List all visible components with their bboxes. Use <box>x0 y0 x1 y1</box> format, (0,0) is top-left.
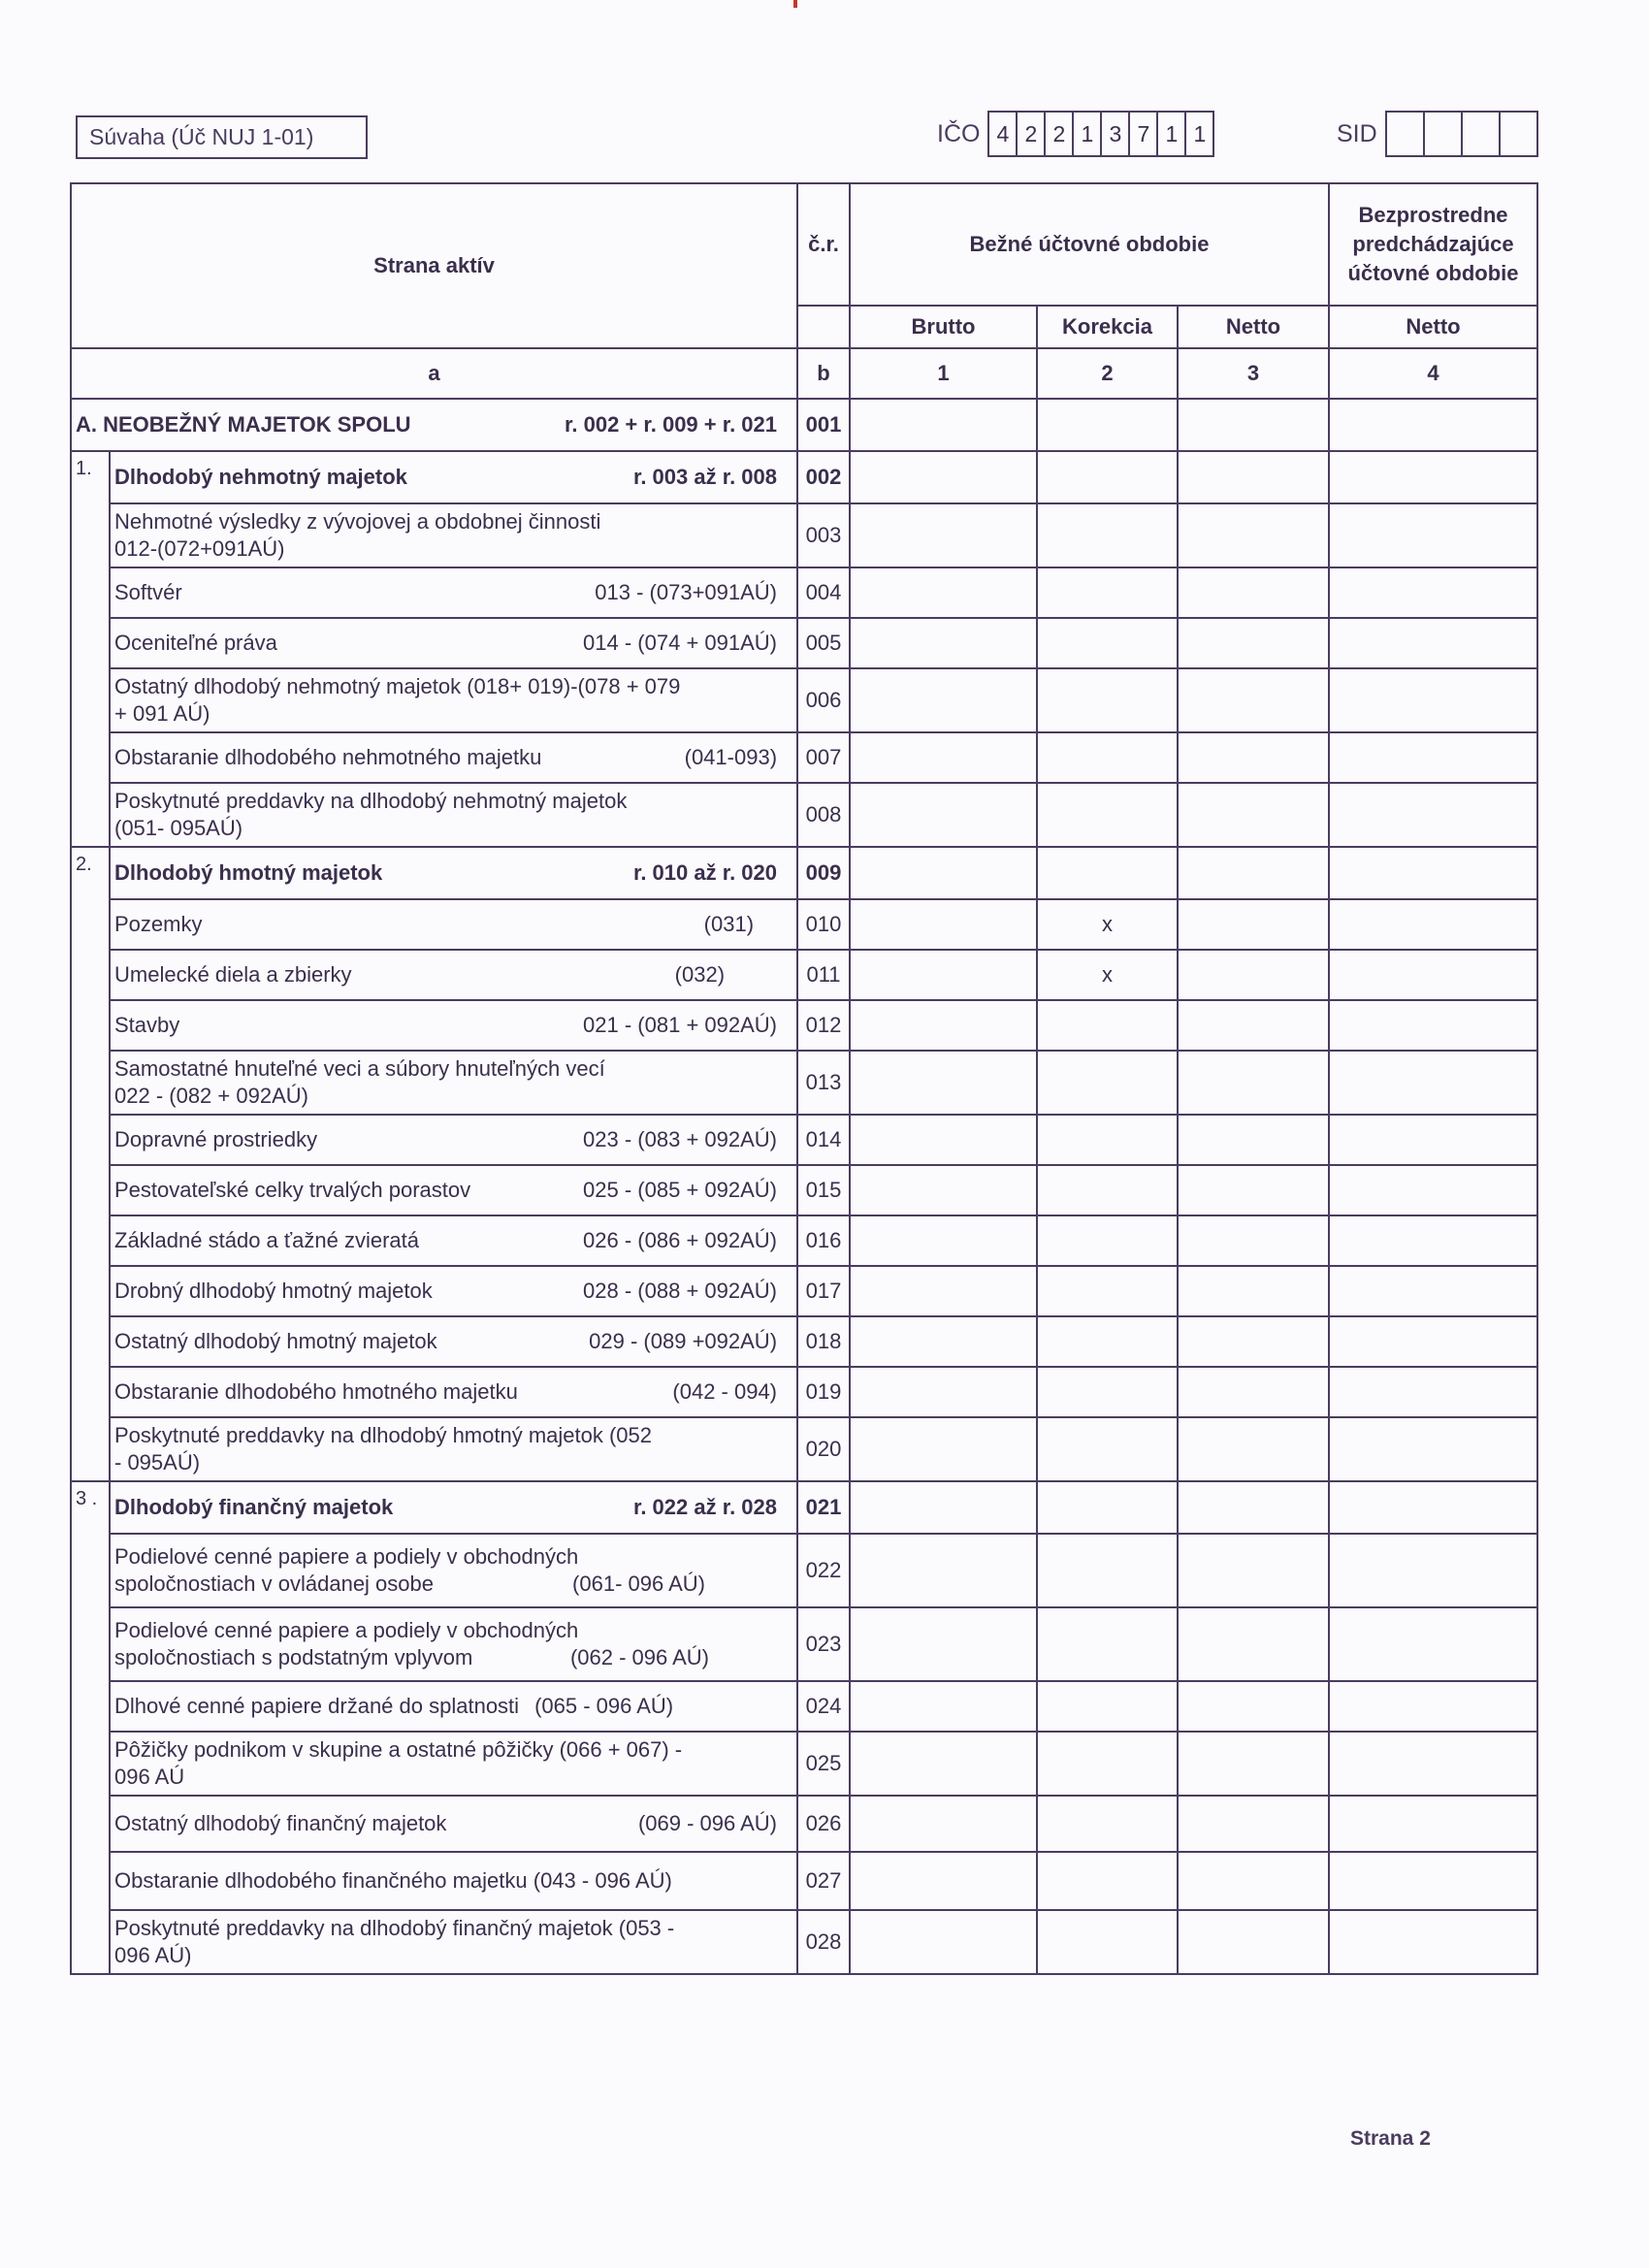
row-title-line2: spoločnostiach s podstatným vplyvom <box>114 1645 473 1669</box>
row-ref: (061- 096 AÚ) <box>572 1571 706 1596</box>
cell-brutto[interactable] <box>850 1051 1037 1115</box>
cell-brutto[interactable] <box>850 1165 1037 1215</box>
cell-netto-prev[interactable] <box>1329 783 1537 847</box>
row-ref: r. 003 až r. 008 <box>632 465 778 489</box>
cell-netto-prev[interactable] <box>1329 1732 1537 1796</box>
row-title-line1: Ostatný dlhodobý nehmotný majetok (018+ 019)-(078 + 079 <box>114 674 681 698</box>
cell-korekcia[interactable] <box>1037 1910 1178 1974</box>
cell-netto-prev[interactable] <box>1329 1681 1537 1732</box>
cell-netto[interactable] <box>1178 1481 1329 1534</box>
row-title: Dlhodobý finančný majetok <box>114 1495 394 1519</box>
row-label: Obstaranie dlhodobého finančného majetku (043 - 096 AÚ) <box>110 1852 797 1910</box>
row-ref: (031) <box>703 912 755 936</box>
cell-netto-prev[interactable] <box>1329 1367 1537 1417</box>
balance-sheet-table <box>70 182 1538 1975</box>
cell-korekcia[interactable] <box>1037 1115 1178 1165</box>
row-title-line2: 022 - (082 + 092AÚ) <box>114 1084 308 1108</box>
row-code: 022 <box>797 1534 850 1607</box>
cell-netto-prev[interactable] <box>1329 1417 1537 1481</box>
cell-brutto[interactable] <box>850 567 1037 618</box>
form-title: Súvaha (Úč NUJ 1-01) <box>76 115 368 159</box>
row-label <box>110 732 797 783</box>
cell-netto[interactable] <box>1178 1852 1329 1910</box>
table-row <box>71 847 1537 899</box>
cell-netto[interactable] <box>1178 1115 1329 1165</box>
cell-brutto[interactable] <box>850 1367 1037 1417</box>
row-title-line1: Podielové cenné papiere a podiely v obchodných <box>114 1544 579 1569</box>
cell-netto-prev[interactable] <box>1329 1266 1537 1316</box>
row-ref: 014 - (074 + 091AÚ) <box>583 631 778 655</box>
row-label <box>110 950 797 1000</box>
row-label <box>110 618 797 668</box>
row-title-line1: Samostatné hnuteľné veci a súbory hnuteľných vecí <box>114 1056 605 1081</box>
cell-brutto[interactable] <box>850 1910 1037 1974</box>
row-title: Softvér <box>114 580 182 604</box>
row-code: 021 <box>797 1481 850 1534</box>
cell-korekcia[interactable] <box>1037 1165 1178 1215</box>
cell-netto[interactable] <box>1178 1367 1329 1417</box>
row-code: 014 <box>797 1115 850 1165</box>
row-code: 013 <box>797 1051 850 1115</box>
sid-box <box>1501 113 1536 155</box>
row-title: Pozemky <box>114 912 203 936</box>
table-row <box>71 1215 1537 1266</box>
cell-netto[interactable] <box>1178 1266 1329 1316</box>
header-row-1 <box>71 183 1537 306</box>
row-code: 027 <box>797 1852 850 1910</box>
row-ref: 028 - (088 + 092AÚ) <box>583 1279 778 1303</box>
cell-netto-prev[interactable] <box>1329 1607 1537 1681</box>
row-label <box>110 1000 797 1051</box>
row-title: Stavby <box>114 1013 180 1037</box>
header-predch-line1: Bezprostredne <box>1358 203 1508 227</box>
cell-netto-prev[interactable] <box>1329 1215 1537 1266</box>
cell-brutto[interactable] <box>850 1266 1037 1316</box>
cell-brutto[interactable] <box>850 1316 1037 1367</box>
ico-digit: 1 <box>1158 113 1186 155</box>
row-code: 024 <box>797 1681 850 1732</box>
section-index: 3 . <box>71 1481 110 1974</box>
cell-korekcia[interactable] <box>1037 1681 1178 1732</box>
cell-netto-prev[interactable] <box>1329 950 1537 1000</box>
col-label-2: 2 <box>1037 348 1178 399</box>
table-row <box>71 1165 1537 1215</box>
table-row <box>71 1481 1537 1534</box>
cell-netto[interactable] <box>1178 1000 1329 1051</box>
row-title: Ostatný dlhodobý hmotný majetok <box>114 1329 437 1353</box>
cell-korekcia[interactable] <box>1037 668 1178 732</box>
row-label <box>110 1732 797 1796</box>
row-title: Obstaranie dlhodobého nehmotného majetku <box>114 745 542 769</box>
cell-brutto[interactable] <box>850 847 1037 899</box>
row-title-line1: Poskytnuté preddavky na dlhodobý nehmotný majetok <box>114 789 628 813</box>
cell-brutto[interactable] <box>850 1481 1037 1534</box>
ico-digit: 2 <box>1018 113 1046 155</box>
row-title: Dlhodobý nehmotný majetok <box>114 465 407 489</box>
row-code: 015 <box>797 1165 850 1215</box>
table-row <box>71 503 1537 567</box>
cell-netto-prev[interactable] <box>1329 1051 1537 1115</box>
cell-korekcia[interactable] <box>1037 1732 1178 1796</box>
cell-brutto[interactable] <box>850 451 1037 503</box>
cell-korekcia[interactable] <box>1037 451 1178 503</box>
cell-brutto[interactable] <box>850 950 1037 1000</box>
cell-korekcia-x: x <box>1037 899 1178 950</box>
cell-netto[interactable] <box>1178 950 1329 1000</box>
table-row <box>71 399 1537 451</box>
row-title: A. NEOBEŽNÝ MAJETOK SPOLU <box>76 412 411 437</box>
cell-netto-prev[interactable] <box>1329 668 1537 732</box>
cell-netto-prev[interactable] <box>1329 847 1537 899</box>
cell-netto[interactable] <box>1178 451 1329 503</box>
table-row <box>71 668 1537 732</box>
header-predch-line2: predchádzajúce <box>1352 232 1514 256</box>
row-label <box>110 783 797 847</box>
cell-brutto[interactable] <box>850 1796 1037 1852</box>
row-title-line2: 096 AÚ) <box>114 1943 192 1967</box>
row-title: Ostatný dlhodobý finančný majetok <box>114 1811 447 1835</box>
row-label <box>110 847 797 899</box>
table-row <box>71 1796 1537 1852</box>
row-ref: 013 - (073+091AÚ) <box>595 580 778 604</box>
table-row <box>71 732 1537 783</box>
table-row <box>71 1534 1537 1607</box>
cell-brutto[interactable] <box>850 783 1037 847</box>
cell-netto[interactable] <box>1178 1910 1329 1974</box>
col-label-1: 1 <box>850 348 1037 399</box>
cell-netto-prev[interactable] <box>1329 399 1537 451</box>
row-ref: r. 002 + r. 009 + r. 021 <box>565 412 778 437</box>
cell-korekcia[interactable] <box>1037 503 1178 567</box>
cell-netto[interactable] <box>1178 1316 1329 1367</box>
cell-korekcia[interactable] <box>1037 1051 1178 1115</box>
cell-brutto[interactable] <box>850 1732 1037 1796</box>
row-ref: (041-093) <box>684 745 778 769</box>
cell-korekcia[interactable] <box>1037 1215 1178 1266</box>
row-title: Umelecké diela a zbierky <box>114 962 352 987</box>
table-row <box>71 1607 1537 1681</box>
ico-digit-boxes <box>987 111 1214 157</box>
row-title-line2: (051- 095AÚ) <box>114 816 243 840</box>
cell-netto[interactable] <box>1178 1681 1329 1732</box>
top-mark <box>793 0 797 8</box>
cell-brutto[interactable] <box>850 618 1037 668</box>
row-label <box>71 399 797 451</box>
cell-netto-prev[interactable] <box>1329 1165 1537 1215</box>
cell-netto[interactable] <box>1178 503 1329 567</box>
cell-brutto[interactable] <box>850 668 1037 732</box>
table-row <box>71 451 1537 503</box>
row-code: 017 <box>797 1266 850 1316</box>
cell-netto[interactable] <box>1178 567 1329 618</box>
col-label-a: a <box>71 348 797 399</box>
cell-netto-prev[interactable] <box>1329 732 1537 783</box>
row-title: Dlhové cenné papiere držané do splatnosti <box>114 1694 520 1718</box>
row-title: Drobný dlhodobý hmotný majetok <box>114 1279 433 1303</box>
header-brutto: Brutto <box>850 306 1037 348</box>
section-index: 2. <box>71 847 110 1481</box>
row-label <box>110 451 797 503</box>
row-code: 026 <box>797 1796 850 1852</box>
row-code: 009 <box>797 847 850 899</box>
row-title: Dopravné prostriedky <box>114 1127 318 1151</box>
cell-netto-prev[interactable] <box>1329 618 1537 668</box>
row-code: 019 <box>797 1367 850 1417</box>
cell-korekcia[interactable] <box>1037 567 1178 618</box>
table-row <box>71 1316 1537 1367</box>
header-korekcia: Korekcia <box>1037 306 1178 348</box>
cell-korekcia[interactable] <box>1037 399 1178 451</box>
row-label <box>110 1796 797 1852</box>
row-ref: r. 010 až r. 020 <box>632 860 778 885</box>
header-strana: Strana aktív <box>71 183 797 348</box>
cell-netto[interactable] <box>1178 1417 1329 1481</box>
cell-korekcia[interactable] <box>1037 1852 1178 1910</box>
cell-brutto[interactable] <box>850 1215 1037 1266</box>
row-label <box>110 1481 797 1534</box>
header-predchadzajuce <box>1329 183 1537 306</box>
cell-brutto[interactable] <box>850 399 1037 451</box>
row-label <box>110 1266 797 1316</box>
row-label <box>110 1534 797 1607</box>
cell-netto[interactable] <box>1178 668 1329 732</box>
cell-brutto[interactable] <box>850 899 1037 950</box>
table-row <box>71 567 1537 618</box>
cell-korekcia-x: x <box>1037 950 1178 1000</box>
row-label <box>110 1681 797 1732</box>
ico-field <box>937 111 1214 157</box>
table-row <box>71 1051 1537 1115</box>
section-index: 1. <box>71 451 110 847</box>
row-code: 020 <box>797 1417 850 1481</box>
row-label <box>110 1910 797 1974</box>
table-row <box>71 1417 1537 1481</box>
table-row <box>71 950 1537 1000</box>
header-predch-line3: účtovné obdobie <box>1347 261 1519 285</box>
table-row <box>71 1910 1537 1974</box>
cell-netto[interactable] <box>1178 1796 1329 1852</box>
row-code: 008 <box>797 783 850 847</box>
header-netto-prev: Netto <box>1329 306 1537 348</box>
row-code: 018 <box>797 1316 850 1367</box>
row-code: 012 <box>797 1000 850 1051</box>
row-title-line2: - 095AÚ) <box>114 1450 201 1474</box>
cell-netto-prev[interactable] <box>1329 1115 1537 1165</box>
cell-korekcia[interactable] <box>1037 1000 1178 1051</box>
cell-korekcia[interactable] <box>1037 1607 1178 1681</box>
row-title: Dlhodobý hmotný majetok <box>114 860 383 885</box>
row-code: 001 <box>797 399 850 451</box>
row-code: 002 <box>797 451 850 503</box>
row-label <box>110 899 797 950</box>
row-label <box>110 1115 797 1165</box>
table-row <box>71 1681 1537 1732</box>
row-ref: 021 - (081 + 092AÚ) <box>583 1013 778 1037</box>
cell-netto[interactable] <box>1178 847 1329 899</box>
row-code: 016 <box>797 1215 850 1266</box>
row-title-line1: Nehmotné výsledky z vývojovej a obdobnej činnosti <box>114 509 601 534</box>
cell-netto[interactable] <box>1178 399 1329 451</box>
row-title: Obstaranie dlhodobého hmotného majetku <box>114 1379 518 1404</box>
cell-korekcia[interactable] <box>1037 783 1178 847</box>
row-label <box>110 1051 797 1115</box>
cell-netto-prev[interactable] <box>1329 1316 1537 1367</box>
ico-digit: 2 <box>1046 113 1074 155</box>
cell-netto-prev[interactable] <box>1329 567 1537 618</box>
header-bezne: Bežné účtovné obdobie <box>850 183 1329 306</box>
table-row <box>71 1000 1537 1051</box>
cell-netto-prev[interactable] <box>1329 1796 1537 1852</box>
cell-brutto[interactable] <box>850 1681 1037 1732</box>
row-title-line2: 096 AÚ <box>114 1765 185 1789</box>
cell-netto[interactable] <box>1178 1534 1329 1607</box>
table-row <box>71 618 1537 668</box>
row-code: 011 <box>797 950 850 1000</box>
row-label <box>110 1165 797 1215</box>
ico-digit: 4 <box>989 113 1018 155</box>
row-label <box>110 1367 797 1417</box>
row-code: 007 <box>797 732 850 783</box>
table-row <box>71 1115 1537 1165</box>
table-row <box>71 1732 1537 1796</box>
row-title: Pestovateľské celky trvalých porastov <box>114 1178 471 1202</box>
cell-netto-prev[interactable] <box>1329 1534 1537 1607</box>
cell-netto[interactable] <box>1178 1165 1329 1215</box>
cell-netto[interactable] <box>1178 618 1329 668</box>
cell-brutto[interactable] <box>850 1417 1037 1481</box>
header-cr-empty <box>797 306 850 348</box>
row-code: 025 <box>797 1732 850 1796</box>
row-ref: 025 - (085 + 092AÚ) <box>583 1178 778 1202</box>
row-label <box>110 668 797 732</box>
row-code: 010 <box>797 899 850 950</box>
cell-netto[interactable] <box>1178 783 1329 847</box>
cell-netto[interactable] <box>1178 1215 1329 1266</box>
col-label-3: 3 <box>1178 348 1329 399</box>
row-ref: (042 - 094) <box>672 1379 778 1404</box>
cell-netto-prev[interactable] <box>1329 451 1537 503</box>
row-title: Oceniteľné práva <box>114 631 277 655</box>
row-code: 003 <box>797 503 850 567</box>
cell-netto-prev[interactable] <box>1329 1481 1537 1534</box>
table-row <box>71 899 1537 950</box>
sid-box <box>1463 113 1501 155</box>
cell-korekcia[interactable] <box>1037 1796 1178 1852</box>
row-label <box>110 503 797 567</box>
col-label-4: 4 <box>1329 348 1537 399</box>
sid-label: SID <box>1337 119 1377 147</box>
header-row-3 <box>71 348 1537 399</box>
row-code: 023 <box>797 1607 850 1681</box>
cell-korekcia[interactable] <box>1037 732 1178 783</box>
row-ref: (069 - 096 AÚ) <box>637 1811 778 1835</box>
cell-netto[interactable] <box>1178 1051 1329 1115</box>
cell-netto[interactable] <box>1178 732 1329 783</box>
sid-field <box>1337 111 1538 157</box>
cell-korekcia[interactable] <box>1037 1266 1178 1316</box>
row-code: 028 <box>797 1910 850 1974</box>
row-title-line2: + 091 AÚ) <box>114 701 210 726</box>
row-ref: (032) <box>674 962 726 987</box>
row-label <box>110 1316 797 1367</box>
cell-brutto[interactable] <box>850 1607 1037 1681</box>
cell-brutto[interactable] <box>850 1852 1037 1910</box>
cell-korekcia[interactable] <box>1037 847 1178 899</box>
cell-brutto[interactable] <box>850 1534 1037 1607</box>
row-code: 005 <box>797 618 850 668</box>
row-label <box>110 567 797 618</box>
page-number: Strana 2 <box>1350 2127 1431 2150</box>
row-code: 006 <box>797 668 850 732</box>
row-title-line2: 012-(072+091AÚ) <box>114 536 285 561</box>
cell-netto-prev[interactable] <box>1329 1910 1537 1974</box>
cell-brutto[interactable] <box>850 503 1037 567</box>
cell-brutto[interactable] <box>850 1115 1037 1165</box>
row-ref: r. 022 až r. 028 <box>632 1495 778 1519</box>
row-ref: 029 - (089 +092AÚ) <box>589 1329 778 1353</box>
row-label <box>110 1417 797 1481</box>
col-label-b: b <box>797 348 850 399</box>
row-title-line1: Podielové cenné papiere a podiely v obchodných <box>114 1618 579 1642</box>
cell-korekcia[interactable] <box>1037 1367 1178 1417</box>
cell-netto[interactable] <box>1178 1607 1329 1681</box>
ico-digit: 3 <box>1102 113 1130 155</box>
header-cr: č.r. <box>797 183 850 306</box>
cell-netto-prev[interactable] <box>1329 1000 1537 1051</box>
table-row <box>71 1367 1537 1417</box>
cell-brutto[interactable] <box>850 1000 1037 1051</box>
table-row <box>71 1852 1537 1910</box>
cell-brutto[interactable] <box>850 732 1037 783</box>
cell-netto-prev[interactable] <box>1329 503 1537 567</box>
row-ref: (062 - 096 AÚ) <box>569 1645 710 1669</box>
sid-box <box>1425 113 1463 155</box>
cell-korekcia[interactable] <box>1037 1481 1178 1534</box>
ico-digit: 1 <box>1193 121 1207 146</box>
cell-korekcia[interactable] <box>1037 618 1178 668</box>
row-title-line1: Poskytnuté preddavky na dlhodobý finančný majetok (053 - <box>114 1916 675 1940</box>
row-ref: (065 - 096 AÚ) <box>534 1694 674 1718</box>
cell-netto[interactable] <box>1178 899 1329 950</box>
sid-box <box>1387 113 1425 155</box>
table-row <box>71 1266 1537 1316</box>
cell-netto[interactable] <box>1178 1732 1329 1796</box>
header-netto: Netto <box>1178 306 1329 348</box>
row-label <box>110 1215 797 1266</box>
cell-korekcia[interactable] <box>1037 1316 1178 1367</box>
row-title-line1: Poskytnuté preddavky na dlhodobý hmotný majetok (052 <box>114 1423 652 1447</box>
ico-digit: 7 <box>1130 113 1158 155</box>
row-label <box>110 1607 797 1681</box>
row-ref: 023 - (083 + 092AÚ) <box>583 1127 778 1151</box>
cell-korekcia[interactable] <box>1037 1417 1178 1481</box>
sid-boxes <box>1385 111 1538 157</box>
table-row <box>71 783 1537 847</box>
ico-label: IČO <box>937 119 981 147</box>
cell-netto-prev[interactable] <box>1329 899 1537 950</box>
row-title: Základné stádo a ťažné zvieratá <box>114 1228 419 1252</box>
row-title-line2: spoločnostiach v ovládanej osobe <box>114 1571 435 1596</box>
row-ref: 026 - (086 + 092AÚ) <box>583 1228 778 1252</box>
ico-digit: 1 <box>1074 113 1102 155</box>
row-title-line1: Pôžičky podnikom v skupine a ostatné pôžičky (066 + 067) - <box>114 1737 683 1762</box>
row-code: 004 <box>797 567 850 618</box>
cell-korekcia[interactable] <box>1037 1534 1178 1607</box>
cell-netto-prev[interactable] <box>1329 1852 1537 1910</box>
